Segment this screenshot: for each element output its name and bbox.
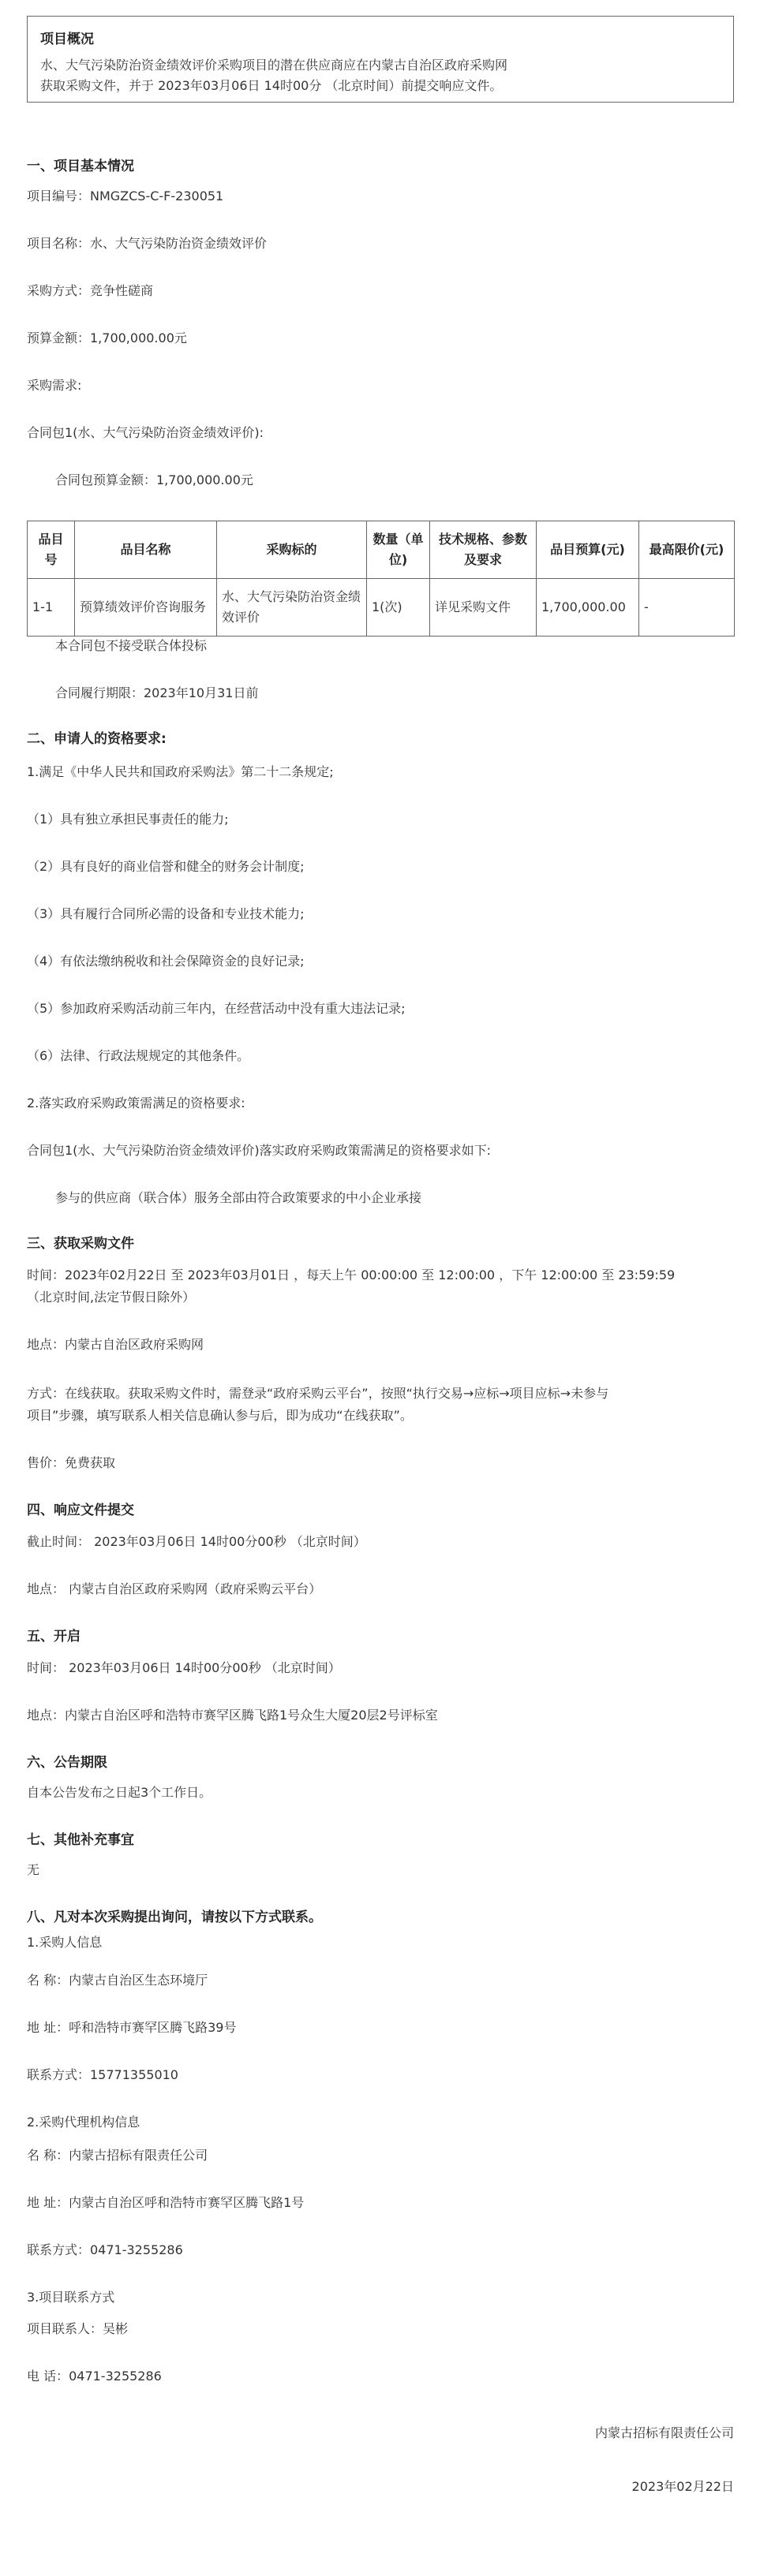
contact-heading: 3.项目联系方式 <box>27 2290 115 2305</box>
section-1-title: 一、项目基本情况 <box>27 159 134 174</box>
qualification-item: （1）具有独立承担民事责任的能力; <box>27 812 229 827</box>
qualification-law: 1.满足《中华人民共和国政府采购法》第二十二条规定; <box>27 764 334 779</box>
section-5-title: 五、开启 <box>27 1629 80 1645</box>
procurement-demand: 采购需求: <box>27 378 82 393</box>
policy-package: 合同包1(水、大气污染防治资金绩效评价)落实政府采购政策需满足的资格要求如下: <box>27 1143 492 1158</box>
acquisition-place: 地点：内蒙古自治区政府采购网 <box>27 1337 204 1352</box>
qualification-item: （4）有依法缴纳税收和社会保障资金的良好记录; <box>27 954 305 969</box>
policy-detail: 参与的供应商（联合体）服务全部由符合政策要求的中小企业承接 <box>55 1190 422 1205</box>
buyer-heading: 1.采购人信息 <box>27 1935 103 1950</box>
table-header: 技术规格、参数及要求 <box>430 521 537 579</box>
footer-date: 2023年02月22日 <box>631 2479 734 2494</box>
section-4-title: 四、响应文件提交 <box>27 1503 134 1518</box>
agent-phone: 联系方式：0471-3255286 <box>27 2242 183 2257</box>
table-header: 数量（单位) <box>367 521 430 579</box>
notice-period: 自本公告发布之日起3个工作日。 <box>27 1785 212 1800</box>
qualification-item: （6）法律、行政法规规定的其他条件。 <box>27 1048 250 1063</box>
table-cell: 1-1 <box>28 579 75 637</box>
policy-requirement: 2.落实政府采购政策需满足的资格要求: <box>27 1096 245 1111</box>
contact-person: 项目联系人：吴彬 <box>27 2321 129 2336</box>
budget-amount: 预算金额：1,700,000.00元 <box>27 330 187 345</box>
table-header: 最高限价(元) <box>639 521 735 579</box>
section-3-title: 三、获取采购文件 <box>27 1236 134 1252</box>
table-cell: - <box>639 579 735 637</box>
table-header: 品目名称 <box>75 521 217 579</box>
buyer-phone: 联系方式：15771355010 <box>27 2067 178 2082</box>
opening-time: 时间： 2023年03月06日 14时00分00秒 （北京时间） <box>27 1660 341 1675</box>
acquisition-time: 时间：2023年02月22日 至 2023年03月01日 ，每天上午 00:00:00 至 12:00:00 ，下午 12:00:00 至 23:59:59 <box>27 1267 676 1282</box>
acquisition-price: 售价：免费获取 <box>27 1455 116 1470</box>
supplementary-text: 无 <box>27 1862 40 1877</box>
section-7-title: 七、其他补充事宜 <box>27 1832 134 1848</box>
section-2-title: 二、申请人的资格要求: <box>27 731 167 747</box>
table-cell: 水、大气污染防治资金绩效评价 <box>217 579 367 637</box>
buyer-name: 名 称：内蒙古自治区生态环境厅 <box>27 1973 208 1988</box>
table-row <box>28 579 735 637</box>
acquisition-time-note: （北京时间,法定节假日除外） <box>27 1290 196 1305</box>
project-overview-box <box>27 16 734 103</box>
table-cell: 详见采购文件 <box>430 579 537 637</box>
table-header-row <box>28 521 735 579</box>
table-header: 品目预算(元) <box>537 521 639 579</box>
acquisition-method: 方式：在线获取。获取采购文件时，需登录“政府采购云平台”，按照“执行交易→应标→项目应标→未参与 <box>27 1386 609 1401</box>
submission-deadline: 截止时间： 2023年03月06日 14时00分00秒 （北京时间） <box>27 1534 366 1549</box>
project-name: 项目名称：水、大气污染防治资金绩效评价 <box>27 236 268 251</box>
table-cell: 1,700,000.00 <box>537 579 639 637</box>
procurement-method: 采购方式：竞争性磋商 <box>27 283 154 298</box>
acquisition-method-2: 项目”步骤，填写联系人相关信息确认参与后，即为成功“在线获取”。 <box>27 1408 413 1423</box>
overview-line-1: 水、大气污染防治资金绩效评价采购项目的潜在供应商应在内蒙古自治区政府采购网 <box>40 58 508 73</box>
overview-title: 项目概况 <box>40 32 94 47</box>
table-cell: 预算绩效评价咨询服务 <box>75 579 217 637</box>
agent-heading: 2.采购代理机构信息 <box>27 2115 140 2130</box>
no-consortium-note: 本合同包不接受联合体投标 <box>55 638 208 653</box>
qualification-item: （5）参加政府采购活动前三年内，在经营活动中没有重大违法记录; <box>27 1001 406 1016</box>
section-8-title: 八、凡对本次采购提出询问，请按以下方式联系。 <box>27 1910 322 1925</box>
contact-phone: 电 话：0471-3255286 <box>27 2369 162 2384</box>
table-header: 品目号 <box>28 521 75 579</box>
buyer-address: 地 址：呼和浩特市赛罕区腾飞路39号 <box>27 2020 237 2035</box>
overview-line-2: 获取采购文件，并于 2023年03月06日 14时00分 （北京时间）前提交响应文件。 <box>40 78 503 93</box>
items-table <box>27 521 735 637</box>
qualification-item: （3）具有履行合同所必需的设备和专业技术能力; <box>27 906 305 921</box>
project-number: 项目编号：NMGZCS-C-F-230051 <box>27 189 224 203</box>
submission-place: 地点： 内蒙古自治区政府采购网（政府采购云平台） <box>27 1581 322 1596</box>
qualification-item: （2）具有良好的商业信誉和健全的财务会计制度; <box>27 859 305 874</box>
agent-name: 名 称：内蒙古招标有限责任公司 <box>27 2148 208 2163</box>
table-cell: 1(次) <box>367 579 430 637</box>
announcement-page <box>27 16 734 2494</box>
section-6-title: 六、公告期限 <box>27 1755 107 1771</box>
package-budget: 合同包预算金额：1,700,000.00元 <box>55 472 253 487</box>
opening-place: 地点：内蒙古自治区呼和浩特市赛罕区腾飞路1号众生大厦20层2号评标室 <box>27 1708 438 1723</box>
contract-package: 合同包1(水、大气污染防治资金绩效评价): <box>27 425 264 440</box>
contract-period: 合同履行期限：2023年10月31日前 <box>55 685 259 700</box>
footer-company: 内蒙古招标有限责任公司 <box>594 2425 734 2440</box>
table-header: 采购标的 <box>217 521 367 579</box>
agent-address: 地 址：内蒙古自治区呼和浩特市赛罕区腾飞路1号 <box>27 2195 305 2210</box>
